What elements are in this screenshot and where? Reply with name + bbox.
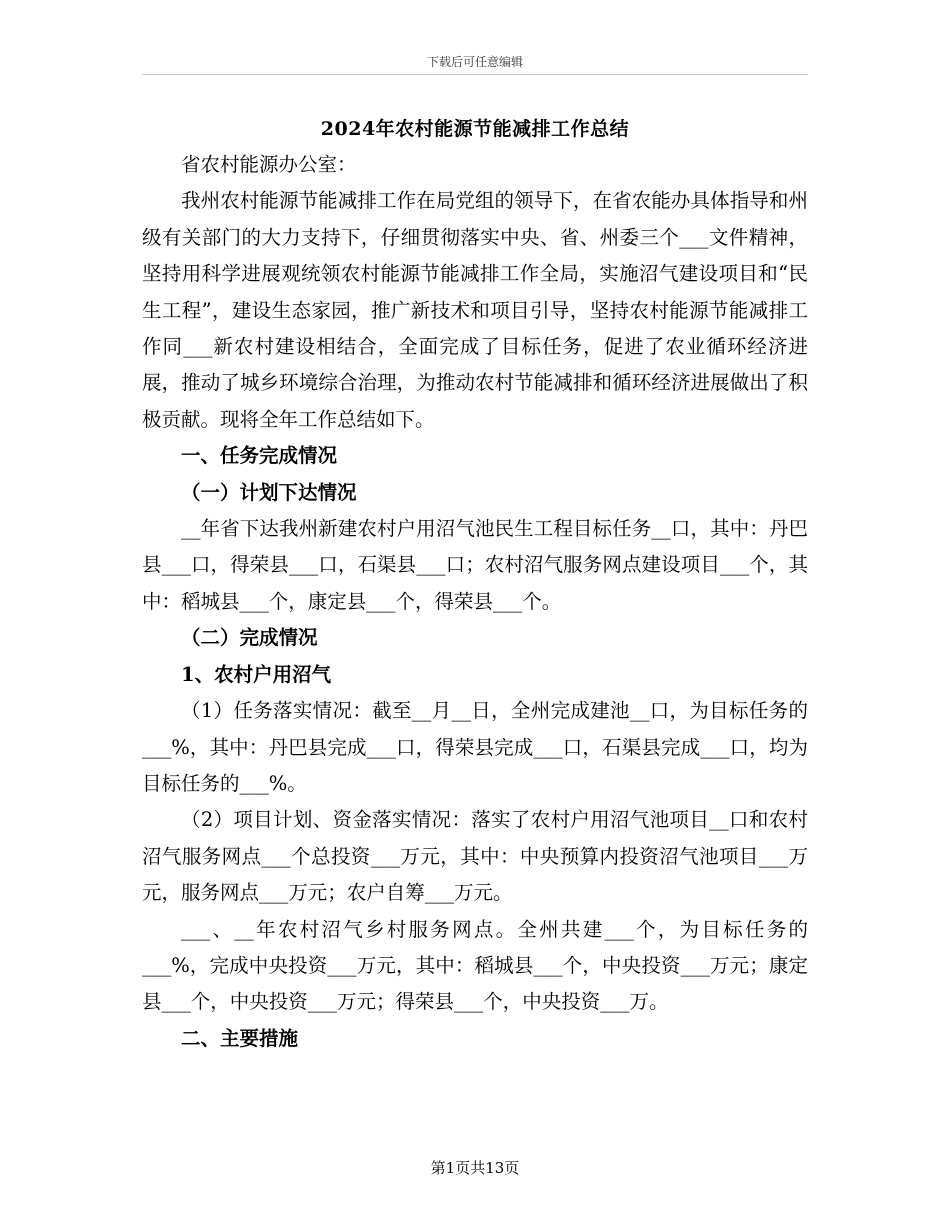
subsection-heading-completion: （二）完成情况 [181,626,318,650]
document-title: 2024年农村能源节能减排工作总结 [320,118,630,140]
page-number: 第1页共13页 [430,1159,520,1177]
section-heading-2: 二、主要措施 [181,1026,299,1050]
item-heading-biogas: 1、农村户用沼气 [181,662,332,686]
intro-paragraph: 我州农村能源节能减排工作在局党组的领导下，在省农能办具体指导和州级有关部门的大力支持下，仔细贯彻落实中央、省、州委三个___文件精神，坚持用科学进展观统领农村能源节能减排工作全局，实施沼气建设项目和“民生工程”，建设生态家园，推广新技术和项目引导，坚持农村能源节能减排工作同___新农村建设相结合，全面完成了目标任务，促进了农业循环经济进展，推动了城乡环境综合治理，为推动农村节能减排和循环经济进展做出了积极贡献。现将全年工作总结如下。 [142,189,808,431]
task-implementation-paragraph: （1）任务落实情况：截至__月__日，全州完成建池__口，为目标任务的___%，其中：丹巴县完成___口，得荣县完成___口，石渠县完成___口，均为目标任务的___%。 [142,699,808,795]
funding-paragraph: （2）项目计划、资金落实情况：落实了农村户用沼气池项目__口和农村沼气服务网点___个总投资___万元，其中：中央预算内投资沼气池项目___万元，服务网点___万元；农户自筹___万元。 [142,808,808,905]
plan-paragraph: __年省下达我州新建农村户用沼气池民生工程目标任务__口，其中：丹巴县___口，得荣县___口，石渠县___口；农村沼气服务网点建设项目___个，其中：稻城县___个，康定县___个，得荣县___个。 [142,517,808,613]
subsection-heading-plan: （一）计划下达情况 [181,480,357,504]
service-points-paragraph: ___、__年农村沼气乡村服务网点。全州共建___个，为目标任务的___%，完成中央投资___万元，其中：稻城县___个，中央投资___万元；康定县___个，中央投资___万元；得荣县___个，中央投资___万。 [142,917,808,1014]
salutation: 省农村能源办公室： [181,153,357,176]
document-body [142,147,808,1057]
header-divider [142,74,808,75]
page-header-note: 下载后可任意编辑 [426,55,523,69]
section-heading-1: 一、任务完成情况 [181,444,338,468]
